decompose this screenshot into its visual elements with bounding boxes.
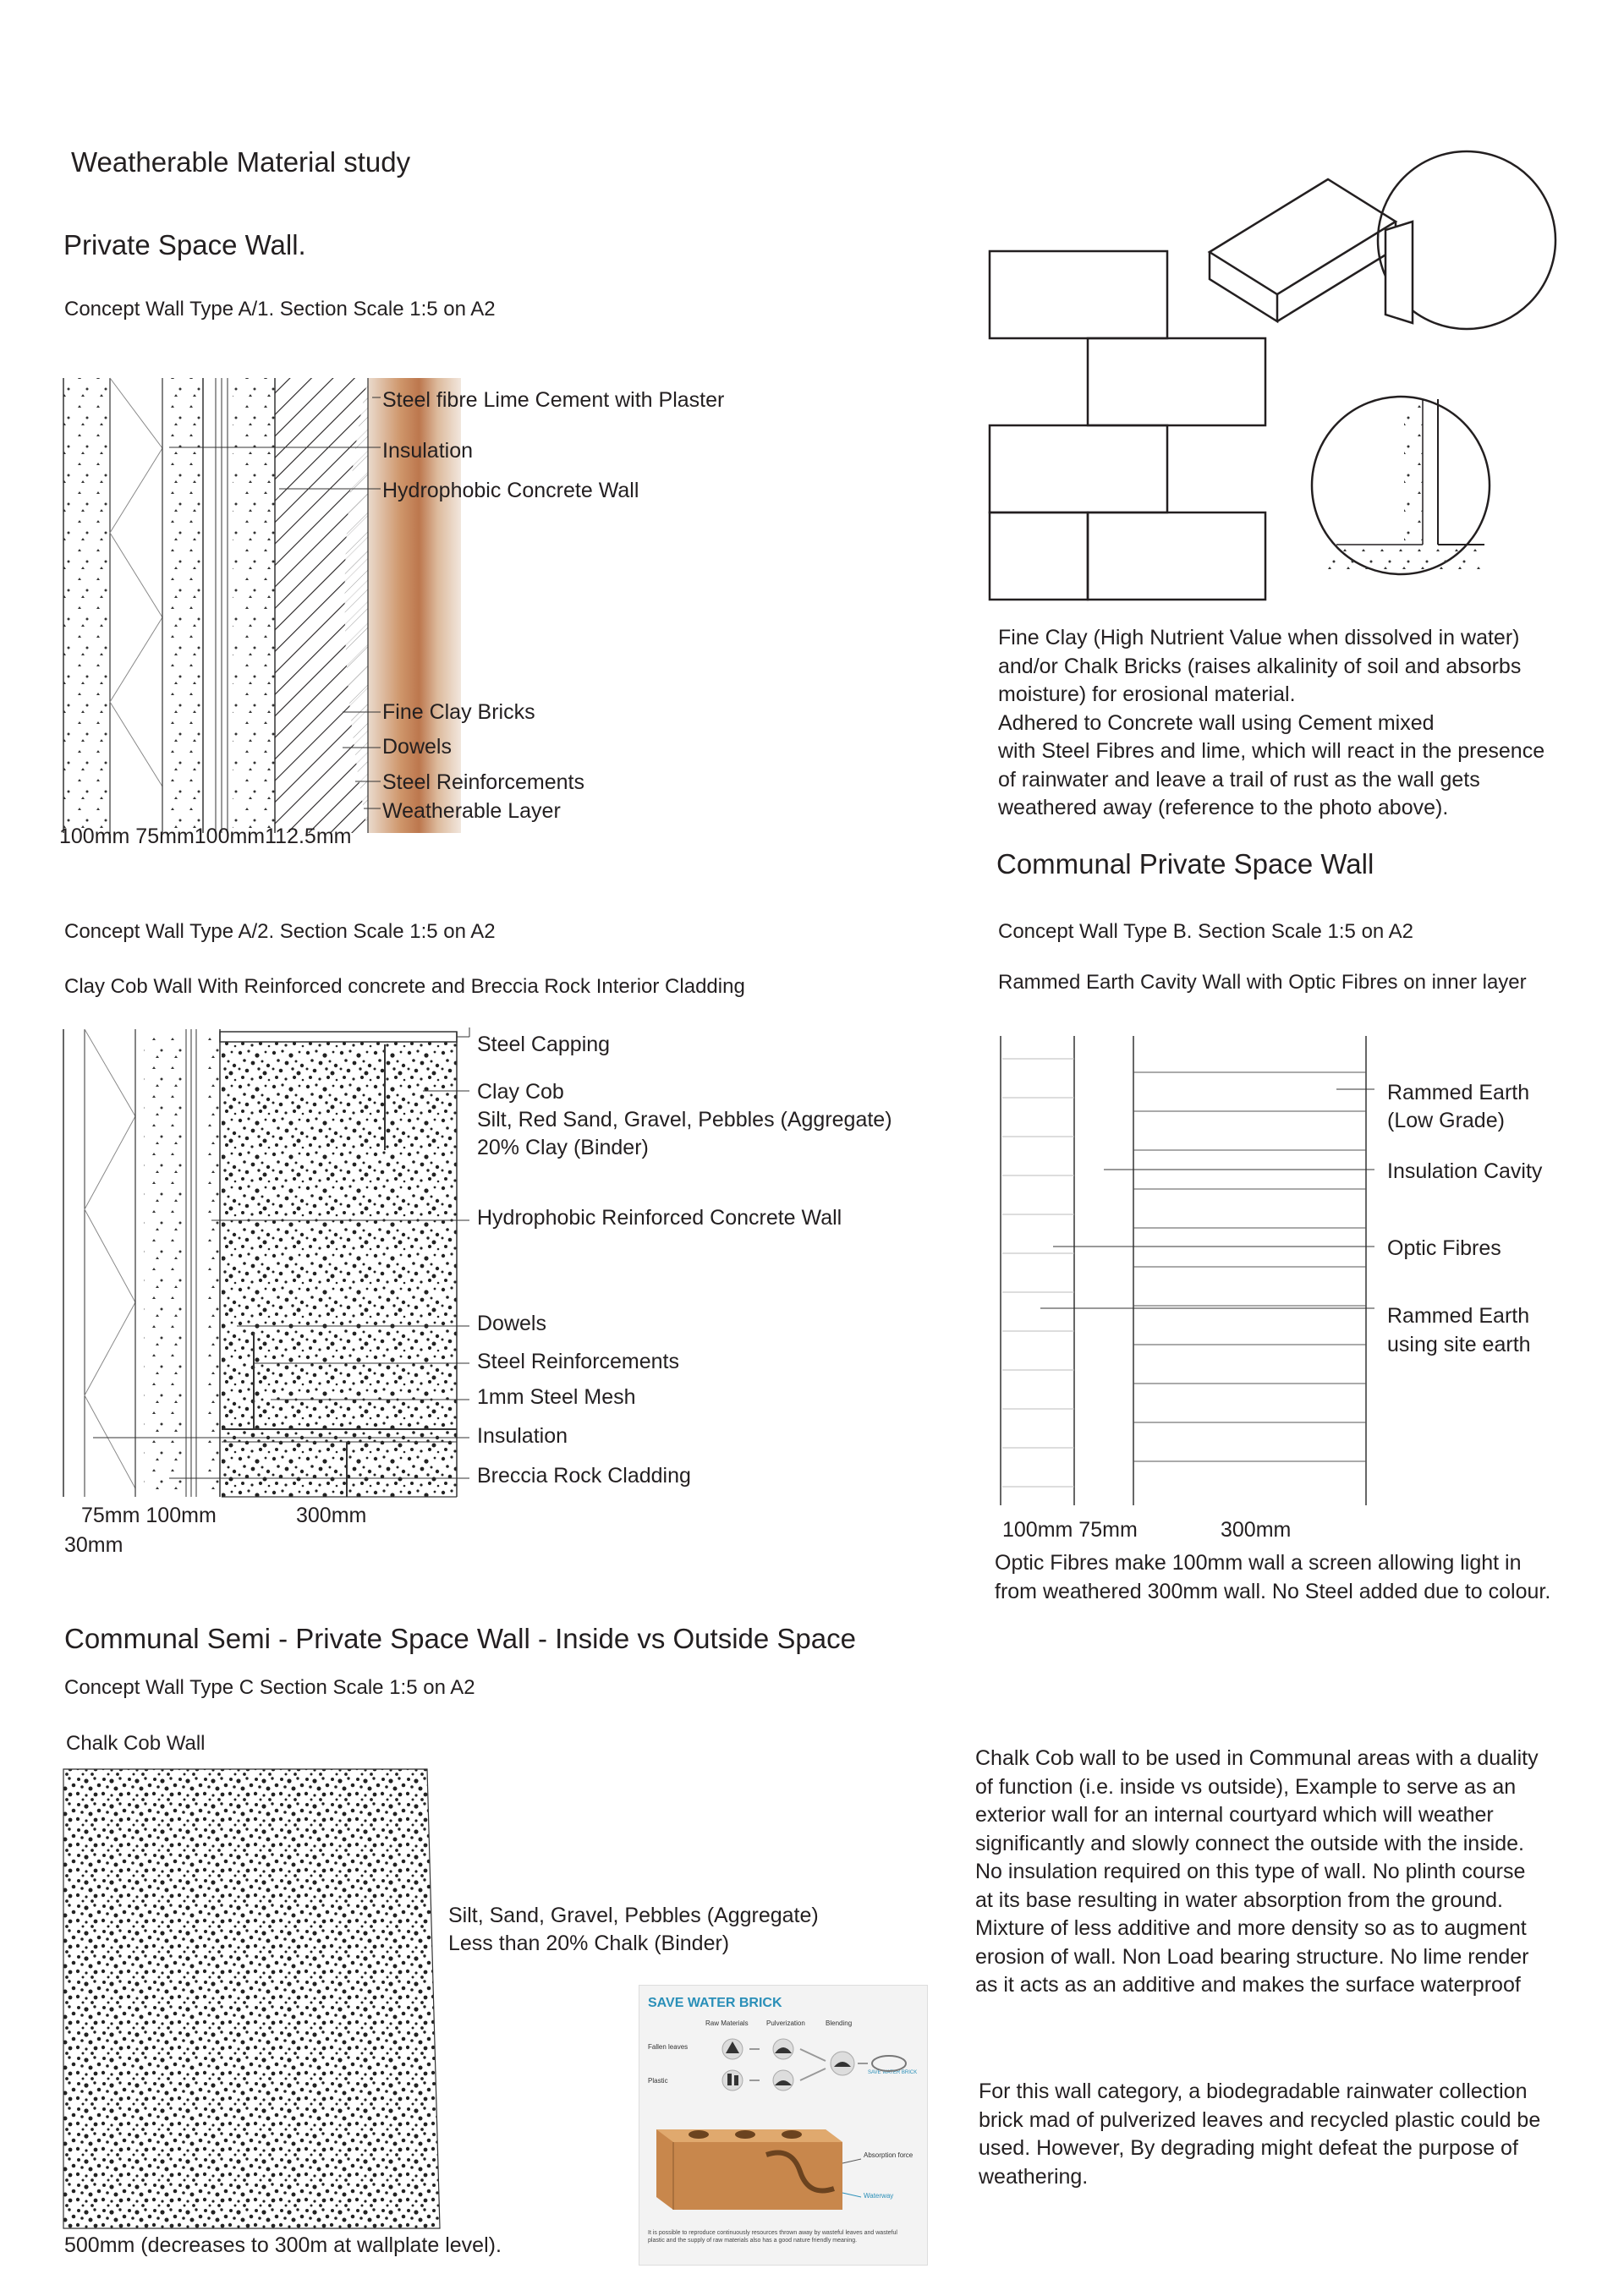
brick-description-line: of rainwater and leave a trail of rust as the wall gets xyxy=(998,767,1480,792)
label-dowels-a2: Dowels xyxy=(477,1312,546,1335)
chalk-description-line: of function (i.e. inside vs outside), Example to serve as an xyxy=(975,1774,1517,1799)
wall-b-dimension-a: 100mm 75mm xyxy=(1002,1518,1138,1542)
label-rammed-earth-site-2: using site earth xyxy=(1387,1333,1531,1356)
pulverization-label: Pulverization xyxy=(766,2019,805,2027)
wall-a2-dimension-a: 75mm 100mm xyxy=(81,1504,217,1527)
label-dowels-a1: Dowels xyxy=(382,735,452,759)
label-rammed-earth-low: Rammed Earth xyxy=(1387,1081,1530,1104)
product-label: SAVE WATER BRICK xyxy=(868,2070,918,2075)
brick-note xyxy=(979,2078,1540,2191)
semi-private-heading: Communal Semi - Private Space Wall - Inside vs Outside Space xyxy=(64,1623,856,1654)
raw-materials-label: Raw Materials xyxy=(705,2019,749,2027)
label-steel-fibre-lime: Steel fibre Lime Cement with Plaster xyxy=(382,388,725,412)
chalk-description-line: No insulation required on this type of wall. No plinth course xyxy=(975,1860,1526,1883)
brick-description-line: with Steel Fibres and lime, which will react in the presence xyxy=(998,739,1545,763)
wall-c-subtitle: Concept Wall Type C Section Scale 1:5 on A2 xyxy=(64,1676,475,1699)
label-hydrophobic-reinforced: Hydrophobic Reinforced Concrete Wall xyxy=(477,1206,842,1230)
brick-description-line: moisture) for erosional material. xyxy=(998,682,1296,706)
wall-a2-dimension-b: 300mm xyxy=(296,1504,367,1527)
wall-b-dimension-b: 300mm xyxy=(1221,1518,1292,1542)
optic-fibre-note xyxy=(995,1549,1550,1606)
wall-c-caption: Chalk Cob Wall xyxy=(66,1732,206,1755)
chalk-description-line: significantly and slowly connect the outside with the inside. xyxy=(975,1831,1524,1855)
chalk-description-line: exterior wall for an internal courtyard which will weather xyxy=(975,1803,1494,1827)
fallen-leaves-label: Fallen leaves xyxy=(648,2043,689,2051)
chalk-description-line: Chalk Cob wall to be used in Communal areas with a duality xyxy=(975,1746,1539,1770)
label-chalk-aggregate: Silt, Sand, Gravel, Pebbles (Aggregate) xyxy=(448,1904,819,1927)
optic-fibre-note-line: from weathered 300mm wall. No Steel added due to colour. xyxy=(995,1579,1551,1603)
brick-note-line: For this wall category, a biodegradable rainwater collection xyxy=(979,2080,1528,2103)
wall-b-subtitle: Concept Wall Type B. Section Scale 1:5 on A2 xyxy=(998,920,1413,943)
chalk-description-line: Mixture of less additive and more density so as to augment xyxy=(975,1916,1527,1940)
page-title: Weatherable Material study xyxy=(71,146,411,178)
label-clay-cob-binder: 20% Clay (Binder) xyxy=(477,1136,649,1159)
chalk-description-line: at its base resulting in water absorption from the ground. xyxy=(975,1888,1503,1912)
label-insulation-cavity: Insulation Cavity xyxy=(1387,1159,1543,1183)
chalk-description-line: erosion of wall. Non Load bearing structure. No lime render xyxy=(975,1944,1529,1969)
waterway-label: Waterway xyxy=(864,2192,894,2200)
blending-label: Blending xyxy=(826,2019,853,2027)
private-wall-heading: Private Space Wall. xyxy=(63,229,306,260)
label-weatherable-layer: Weatherable Layer xyxy=(382,799,561,823)
save-water-brick-illustration xyxy=(639,1986,927,2239)
brick-description-line: weathered away (reference to the photo above). xyxy=(998,796,1449,819)
wall-a2-section xyxy=(63,1027,469,1497)
absorption-force-label: Absorption force xyxy=(864,2151,914,2159)
brick-description-line: Fine Clay (High Nutrient Value when dissolved in water) xyxy=(998,626,1520,649)
wall-a1-subtitle: Concept Wall Type A/1. Section Scale 1:5 on A2 xyxy=(64,298,496,321)
wall-a2-subtitle: Concept Wall Type A/2. Section Scale 1:5 on A2 xyxy=(64,920,496,943)
plastic-label: Plastic xyxy=(648,2077,668,2085)
brick-note-line: weathering. xyxy=(979,2164,1089,2189)
save-water-brick-footnote: It is possible to reproduce continuously resources thrown away by wasteful leaves and wasteful plastic and the supply of raw materials also has a good nature friendly meaning. xyxy=(648,2230,897,2244)
label-rammed-earth-low-grade: (Low Grade) xyxy=(1387,1109,1505,1132)
label-optic-fibres: Optic Fibres xyxy=(1387,1236,1501,1260)
label-steel-mesh: 1mm Steel Mesh xyxy=(477,1385,636,1409)
communal-private-heading: Communal Private Space Wall xyxy=(996,848,1374,879)
wall-a1-dimensions: 100mm 75mm100mm112.5mm xyxy=(59,825,352,848)
brick-note-line: brick mad of pulverized leaves and recycled plastic could be xyxy=(979,2107,1541,2132)
label-hydrophobic-a1: Hydrophobic Concrete Wall xyxy=(382,479,639,502)
save-water-brick-image xyxy=(639,1985,928,2266)
label-insulation-a2: Insulation xyxy=(477,1424,568,1448)
brick-description-line: and/or Chalk Bricks (raises alkalinity of soil and absorbs xyxy=(998,654,1522,678)
label-steel-reinforcements-a1: Steel Reinforcements xyxy=(382,770,585,794)
chalk-cob-section xyxy=(63,1769,440,2228)
chalk-cob-description xyxy=(975,1745,1539,2000)
brick-elevation xyxy=(990,151,1555,600)
label-steel-capping: Steel Capping xyxy=(477,1033,611,1056)
save-water-brick-title: SAVE WATER BRICK xyxy=(648,1996,782,2010)
label-breccia-cladding: Breccia Rock Cladding xyxy=(477,1464,691,1488)
wall-a2-caption: Clay Cob Wall With Reinforced concrete and Breccia Rock Interior Cladding xyxy=(64,975,745,998)
brick-description-line: Adhered to Concrete wall using Cement mixed xyxy=(998,710,1435,735)
label-insulation-a1: Insulation xyxy=(382,439,474,463)
brick-note-line: used. However, By degrading might defeat the purpose of xyxy=(979,2136,1518,2160)
wall-c-dimension: 500mm (decreases to 300m at wallplate level). xyxy=(64,2233,502,2257)
label-rammed-earth-site: Rammed Earth xyxy=(1387,1304,1530,1328)
chalk-description-line: as it acts as an additive and makes the surface waterproof xyxy=(975,1973,1521,1997)
label-chalk-binder: Less than 20% Chalk (Binder) xyxy=(448,1932,730,1955)
brick-description xyxy=(998,624,1544,823)
label-clay-cob: Clay Cob xyxy=(477,1080,564,1104)
wall-b-caption: Rammed Earth Cavity Wall with Optic Fibres on inner layer xyxy=(998,971,1527,994)
label-clay-cob-aggregate: Silt, Red Sand, Gravel, Pebbles (Aggregate) xyxy=(477,1108,892,1132)
optic-fibre-note-line: Optic Fibres make 100mm wall a screen allowing light in xyxy=(995,1551,1522,1575)
label-steel-reinforcements-a2: Steel Reinforcements xyxy=(477,1350,680,1373)
wall-a2-dimension-c: 30mm xyxy=(64,1533,123,1557)
rammed-earth-section xyxy=(1001,1036,1374,1505)
label-fine-clay-bricks: Fine Clay Bricks xyxy=(382,700,535,724)
